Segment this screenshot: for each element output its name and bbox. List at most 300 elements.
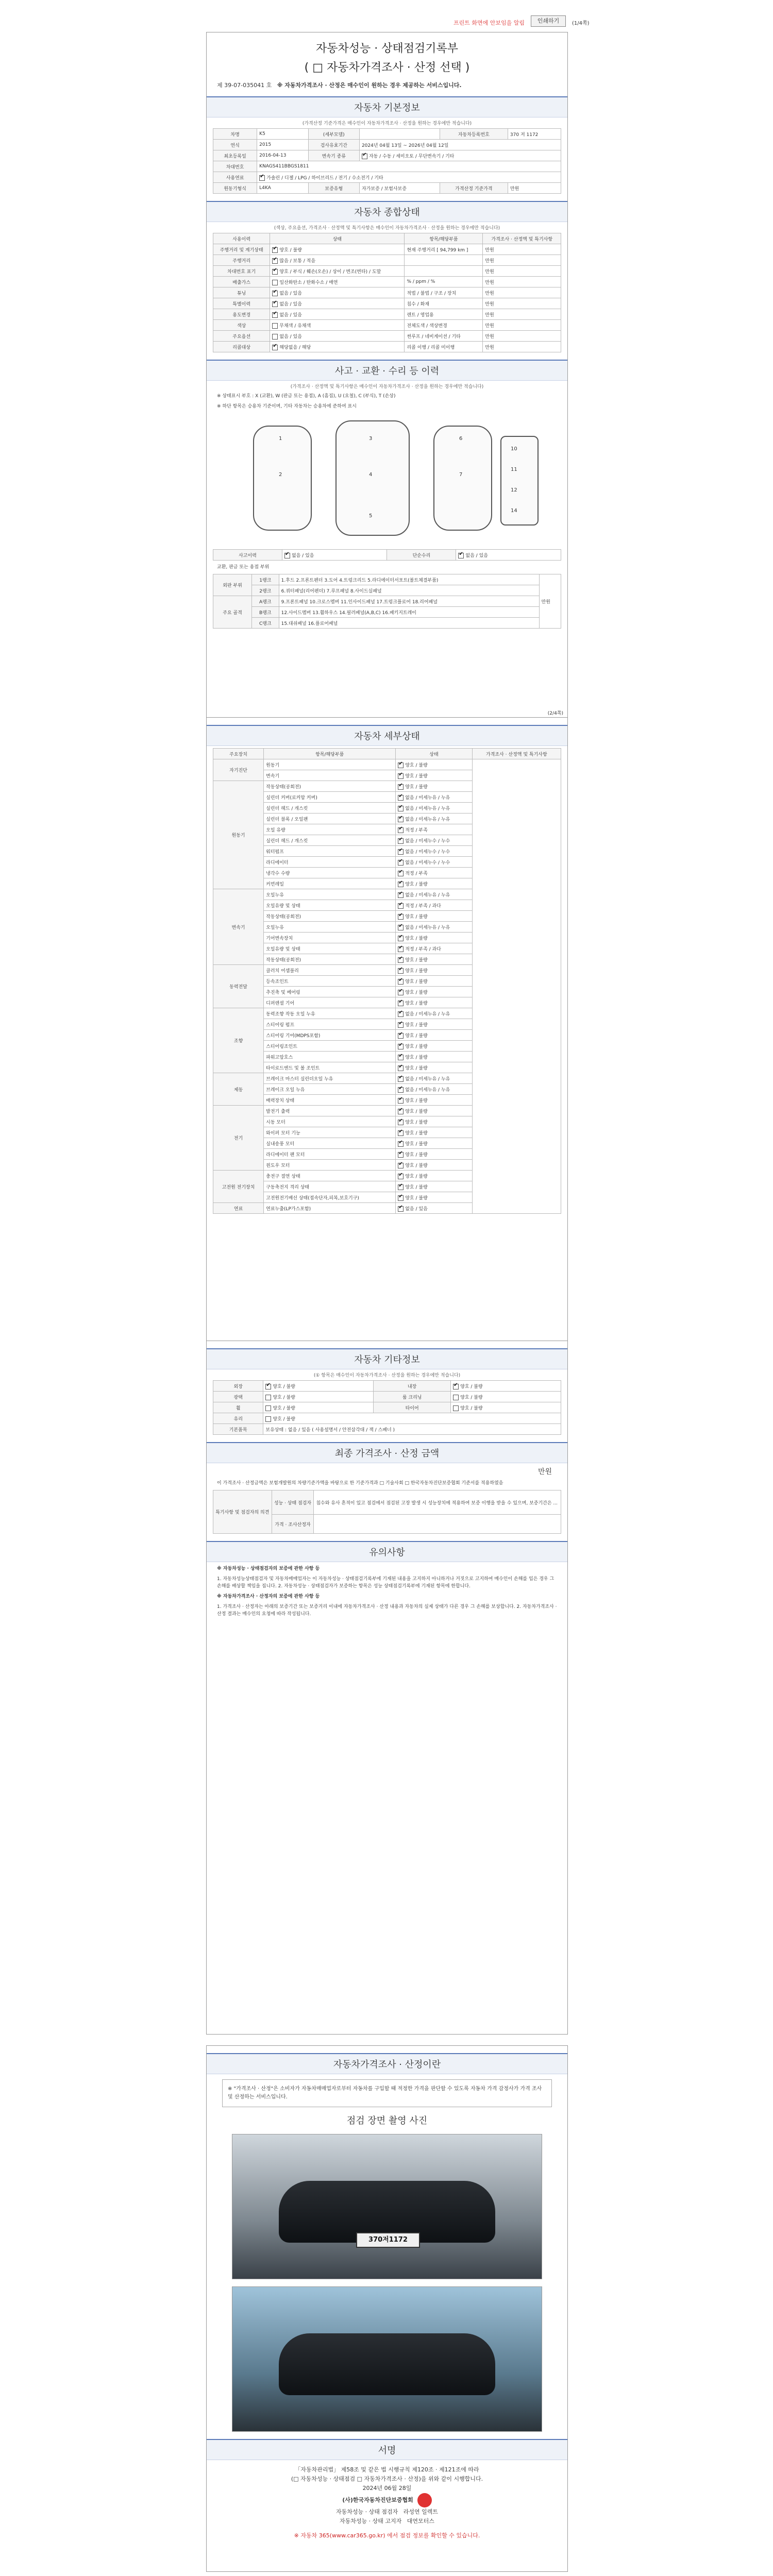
item-label: 충전구 절연 상태 [264,1171,396,1181]
item-state: ✔ 양호 / 불량 [396,781,473,792]
table-row [213,1413,561,1424]
checkbox-checked-icon [272,345,278,350]
label-vin: 차대번호 [213,161,257,172]
repair-label: 단순수리 [387,550,456,561]
checkbox-checked-icon [398,1109,404,1114]
checkbox-icon [265,1405,271,1411]
value-car-name: K5 [257,129,309,140]
table-row [213,277,561,287]
checkbox-checked-icon [398,1087,404,1093]
car-top-view [335,420,410,536]
basic-info-table [213,128,561,194]
col-header: 가격조사 · 산정액 및 특기사항 [472,749,561,759]
row-label: 주요옵션 [213,331,270,342]
checkbox-checked-icon [458,553,464,558]
checkbox-checked-icon [398,827,404,833]
parts-list: 15.대쉬패널 16.플로어패널 [279,618,539,629]
item-state: ✔ 양호 / 불량 [396,759,473,770]
checkbox-checked-icon [398,795,404,801]
caution-sub-1: ※ 자동차성능 · 상태점검자의 보증에 관한 사항 등 [217,1566,320,1571]
item-state: ✔ 적정 / 부족 [396,824,473,835]
checkbox-checked-icon [398,817,404,822]
label-car-name: 차명 [213,129,257,140]
row-label: 타이어 [374,1402,451,1413]
checkbox-checked-icon [398,914,404,920]
row-label: 주행거리 및 계기상태 [213,244,270,255]
row-label: 내장 [374,1381,451,1392]
row-state: ✔ 해당없음 / 해당 [270,342,405,352]
item-label: 스티어링 펌프 [264,1019,396,1030]
item-label: 작동상태(공회전) [264,781,396,792]
row-price: 만원 [483,342,561,352]
doc-no-value: 39-07-035041 [224,82,265,89]
row-detail: 현재 주행거리 [ 94,799 km ] [405,244,483,255]
table-row [213,140,561,150]
checkbox-checked-icon [398,784,404,790]
item-state: ✔ 양호 / 불량 [396,1138,473,1149]
page-indicator: (1/4쪽) [572,21,590,26]
checkbox-checked-icon [398,1065,404,1071]
accident-value: ✔ 없음 / 있음 [282,550,387,561]
caution-text-1: 1. 자동차성능상태점검자 및 자동차매매업자는 이 자동차성능 · 상태점검기록부에 기재된 내용을 고지하지 아니하거나 거짓으로 고지하여 매수인이 손해를 입은 경우 그 손해를 배상할 책임을 집니다. 2. 자동차성능 · 상태점검자가 보증하는 항목은 성능 상태점검기록부에 기재된 항목에 한합니다. [217,1577,554,1589]
signature-org: (사)한국자동차진단보증협회 [342,2497,413,2503]
rank-label: C랭크 [252,618,279,629]
table-row [213,287,561,298]
table-row [213,1402,561,1413]
item-state: ✔ 양호 / 불량 [396,1181,473,1192]
table-row [213,172,561,183]
table-row [213,309,561,320]
item-label: 워터펌프 [264,846,396,857]
value-year: 2015 [257,140,309,150]
checkbox-checked-icon [272,312,278,318]
item-state: ✔ 양호 / 불량 [396,954,473,965]
checkbox-checked-icon [398,1001,404,1006]
row-value: ✔ 양호 / 불량 [451,1381,561,1392]
item-label: 커먼레일 [264,878,396,889]
table-row [213,244,561,255]
part-label: 2 [279,472,282,478]
opinion-label: 특기사항 및 점검자의 의견 [213,1490,272,1534]
table-row [213,596,561,607]
table-row [213,1490,561,1515]
row-label: 광택 [213,1392,263,1402]
checkbox-checked-icon [398,882,404,887]
table-row [213,266,561,277]
checkbox-checked-icon [453,1384,459,1389]
value-warranty: 자가보증 / 보험사보증 [359,183,440,194]
signature-date: 2024년 06월 28일 [362,2485,412,2492]
item-label: 배력장치 상태 [264,1095,396,1106]
item-price [472,759,561,1214]
checkbox-checked-icon [284,553,290,558]
checkbox-checked-icon [398,1022,404,1028]
sheet-page-2 [206,711,568,1378]
label-fuel: 사용연료 [213,172,257,183]
row-state: 무채색 / 유채색 [270,320,405,331]
checkbox-checked-icon [398,1120,404,1125]
checkbox-checked-icon [272,291,278,296]
group-label: 동력전달 [213,965,264,1008]
row-price: 만원 [483,255,561,266]
part-label: 1 [279,436,282,442]
item-label: 냉각수 수량 [264,868,396,878]
label-first-reg: 최초등록일 [213,150,257,161]
label-warranty: 보증유형 [308,183,359,194]
checkbox-checked-icon [398,946,404,952]
doc-notice: ※ 자동차가격조사 · 산정은 매수인이 원하는 경우 제공하는 서비스입니다. [277,82,462,89]
table-row [213,255,561,266]
col-header: 사용이력 [213,233,270,244]
item-state: ✔ 양호 / 불량 [396,1106,473,1116]
checkbox-checked-icon [398,1152,404,1158]
checkbox-checked-icon [398,773,404,779]
checkbox-checked-icon [272,269,278,275]
sheet-page-4 [206,2045,568,2572]
plate-text: 370저1172 [356,2232,420,2248]
sheet-page-1 [206,32,568,718]
inspection-photo-rear [232,2286,542,2432]
car-frame [500,436,539,526]
item-state: ✔ 양호 / 불량 [396,1041,473,1052]
print-notice: 프린트 화면에 안보임을 알림 [453,20,525,26]
table-row [213,585,561,596]
sheet-page-3 [206,1341,568,2035]
item-state: ✔ 양호 / 불량 [396,1062,473,1073]
group-label: 제동 [213,1073,264,1106]
caution-title: 유의사항 [207,1541,567,1562]
row-label: 특별이력 [213,298,270,309]
checkbox-checked-icon [398,806,404,811]
part-label: 10 [511,446,517,452]
item-state: ✔ 양호 / 불량 [396,1127,473,1138]
table-row [213,129,561,140]
table-row [213,298,561,309]
row-state: ✔ 양호 / 부식 / 훼손(오손) / 상이 / 변조(변타) / 도말 [270,266,405,277]
row-detail: 리콜 이행 / 리콜 미이행 [405,342,483,352]
info-text: ※ "가격조사 · 산정"은 소비자가 자동차매매업자로부터 자동차를 구입할 때 적정한 가격을 판단할 수 있도록 자동차 가격 감정사가 가격 조사 및 산정하는 서비스입니다. [222,2079,552,2107]
item-label: 구동축전지 격리 상태 [264,1181,396,1192]
label-year: 연식 [213,140,257,150]
item-state: ✔ 양호 / 불량 [396,1149,473,1160]
item-label: 실린더 커버(로커암 커버) [264,792,396,803]
checkbox-checked-icon [398,957,404,963]
checkbox-checked-icon [259,175,265,181]
item-state: ✔ 양호 / 불량 [396,1019,473,1030]
item-label: 스티어링조인트 [264,1041,396,1052]
col-header: 항목/해당부품 [264,749,396,759]
part-label: 12 [511,487,517,493]
opinion-table [213,1490,561,1534]
checkbox-checked-icon [265,1384,271,1389]
row-label: 리콜대상 [213,342,270,352]
table-row [213,1392,561,1402]
rank-label: 1랭크 [252,574,279,585]
row-price: 만원 [483,266,561,277]
row-label: 외장 [213,1381,263,1392]
table-row [213,550,561,561]
row-value: 양호 / 불량 [451,1392,561,1402]
page-number: (2/4쪽) [547,711,563,716]
parts-list: 6.쿼터패널(리어펜더) 7.루프패널 8.사이드실패널 [279,585,539,596]
checkbox-checked-icon [398,1055,404,1060]
item-label: 원동기 [264,759,396,770]
item-state: ✔ 적정 / 부족 / 과다 [396,943,473,954]
accident-label: 사고이력 [213,550,282,561]
item-state: ✔ 양호 / 불량 [396,1160,473,1171]
checkbox-checked-icon [272,301,278,307]
item-label: 라디에이터 팬 모터 [264,1149,396,1160]
table-row [213,161,561,172]
item-label: 오일유량 및 상태 [264,943,396,954]
checker-label: 자동차성능 · 상태 점검자 [335,2509,398,2515]
print-button[interactable]: 인쇄하기 [531,15,566,27]
accident-legend: ※ 상태표시 부호 : X (교환), W (판금 또는 용접), A (흠집), U (요철), C (부식), T (손상) [217,394,396,399]
item-label: 디퍼렌셜 기어 [264,997,396,1008]
table-row [213,618,561,629]
checkbox-icon [453,1405,459,1411]
checkbox-checked-icon [398,1076,404,1082]
item-label: 라디에이터 [264,857,396,868]
item-label: 등속조인트 [264,976,396,987]
final-title: 최종 가격조사 · 산정 금액 [207,1442,567,1463]
checkbox-checked-icon [362,154,367,159]
repair-value: ✔ 없음 / 있음 [456,550,561,561]
table-row [213,342,561,352]
item-label: 실린더 헤드 / 개스킷 [264,835,396,846]
outer-label: 외판 부위 [213,574,252,596]
value-first-reg: 2016-04-13 [257,150,309,161]
checkbox-checked-icon [272,258,278,264]
group-label: 조향 [213,1008,264,1073]
col-header: 가격조사 · 산정액 및 특기사항 [483,233,561,244]
top-toolbar [0,0,773,26]
row-price: 만원 [483,309,561,320]
item-label: 브레이크 마스터 실린더오일 누유 [264,1073,396,1084]
checkbox-icon [265,1395,271,1400]
doc-subtitle: ( □ 자동차가격조사 · 산정 선택 ) [304,61,470,74]
item-state: ✔ 양호 / 불량 [396,1192,473,1203]
checkbox-checked-icon [398,1098,404,1104]
checkbox-checked-icon [398,1044,404,1049]
signature-law: 「자동차관리법」 제58조 및 같은 법 시행규칙 제120조 · 제121조에 따라 [295,2466,479,2473]
basic-info-title: 자동차 기본정보 [207,96,567,117]
signature-footer: ※ 자동차 365(www.car365.go.kr) 에서 점검 정보를 확인할 수 있습니다. [294,2532,480,2539]
item-label: 실린더 블록 / 오일팬 [264,814,396,824]
col-header: 상태 [270,233,405,244]
row-value: ✔ 양호 / 불량 [263,1381,374,1392]
opinion-role: 성능 · 상태 점검자 [272,1490,314,1515]
table-header-row [213,233,561,244]
accident-history-table [213,549,561,561]
item-label: 오일누유 [264,889,396,900]
part-label: 5 [369,513,373,519]
item-state: ✔ 없음 / 미세누유 / 누유 [396,1084,473,1095]
part-label: 4 [369,472,373,478]
item-label: 실린더 헤드 / 개스킷 [264,803,396,814]
parts-list: 9.프론트패널 10.크로스멤버 11.인사이드패널 17.트렁크플로어 18.리어패널 [279,596,539,607]
checkbox-checked-icon [398,1206,404,1212]
car-side-right [433,426,492,531]
doc-no-label: 제 [217,82,223,89]
checkbox-checked-icon [398,903,404,909]
checkbox-checked-icon [398,1011,404,1017]
item-state: ✔ 없음 / 미세누수 / 누수 [396,835,473,846]
table-row [213,574,561,585]
col-header: 상태 [396,749,473,759]
row-value: 양호 / 불량 [263,1392,374,1402]
table-row [213,1381,561,1392]
item-state: ✔ 없음 / 미세누유 / 누유 [396,1008,473,1019]
item-state: ✔ 양호 / 불량 [396,965,473,976]
checkbox-checked-icon [398,1195,404,1201]
checkbox-checked-icon [398,1174,404,1179]
item-label: 고전원전기배선 상태(접속단자,피복,보호기구) [264,1192,396,1203]
row-label: 룸 크리닝 [374,1392,451,1402]
item-label: 변속기 [264,770,396,781]
doc-number-line [217,81,567,89]
item-label: 와이퍼 모터 기능 [264,1127,396,1138]
checkbox-checked-icon [398,979,404,985]
col-header: 항목/해당부품 [405,233,483,244]
info-title: 자동차가격조사 · 산정이란 [207,2053,567,2074]
item-state: ✔ 없음 / 있음 [396,1203,473,1214]
table-row [213,331,561,342]
checkbox-checked-icon [398,871,404,876]
part-label: 3 [369,436,373,442]
checkbox-icon [272,323,278,329]
item-state: ✔ 양호 / 불량 [396,987,473,997]
row-price: 만원 [483,320,561,331]
checkbox-icon [272,280,278,285]
group-label: 자기진단 [213,759,264,781]
parts-list: 12.사이드멤버 13.휠하우스 14.필러패널(A,B,C) 16.패키지트레이 [279,607,539,618]
group-label: 고전원 전기장치 [213,1171,264,1203]
caution-text-2: 1. 가격조사 · 산정자는 아래의 보증기간 또는 보증거리 이내에 자동차가격조사 · 산정 내용과 자동차의 실제 상태가 다른 경우 그 손해를 보상합니다. 2. 자동차가격조사 · 산정 결과는 매수인의 요청에 따라 작성됩니다. [217,1604,557,1617]
detail-table [213,748,561,1214]
opinion-text: 침수와 유사 흔적이 있고 점검에서 점검된 고장 발생 시 성능장치에 적용하여 보증 이행을 받을 수 있으며, 보증기간은 ... [314,1490,561,1515]
item-state: ✔ 양호 / 불량 [396,1095,473,1106]
table-row [213,183,561,194]
value-model [359,129,440,140]
signature-block [207,2465,567,2540]
value-inspection-period: 2024년 04월 13일 ~ 2026년 04월 12일 [359,140,561,150]
row-detail: 렌트 / 영업용 [405,309,483,320]
item-state: ✔ 없음 / 미세누유 / 누유 [396,889,473,900]
item-state: ✔ 없음 / 미세누유 / 누유 [396,922,473,933]
item-state: ✔ 적정 / 부족 [396,868,473,878]
table-row [213,320,561,331]
group-label: 변속기 [213,889,264,965]
checkbox-checked-icon [398,1163,404,1168]
checkbox-checked-icon [398,849,404,855]
group-label: 연료 [213,1203,264,1214]
item-label: 윈도우 모터 [264,1160,396,1171]
doc-no-suffix: 호 [266,82,272,89]
row-label: 용도변경 [213,309,270,320]
row-detail: 전체도색 / 색상변경 [405,320,483,331]
checkbox-checked-icon [398,1141,404,1147]
caution-sub-2: ※ 자동차가격조사 · 산정자의 보증에 관한 사항 등 [217,1594,320,1599]
row-state: ✔ 양호 / 불량 [270,244,405,255]
item-label: 스티어링 기어(MDPS포함) [264,1030,396,1041]
checkbox-checked-icon [398,860,404,866]
value-fuel: ✔ 가솔린 / 디젤 / LPG / 하이브리드 / 전기 / 수소전기 / 기타 [257,172,561,183]
row-state: 일산화탄소 / 탄화수소 / 매연 [270,277,405,287]
item-state: ✔ 양호 / 불량 [396,1116,473,1127]
photo-title: 점검 장면 촬영 사진 [346,2115,428,2126]
row-detail [405,255,483,266]
row-state: 없음 / 있음 [270,331,405,342]
car-diagram [232,415,542,544]
seal-stamp-icon [417,2493,432,2507]
item-state: ✔ 양호 / 불량 [396,770,473,781]
other-title: 자동차 기타정보 [207,1348,567,1369]
item-label: 기어변속장치 [264,933,396,943]
row-price: 만원 [483,244,561,255]
opinion-text [314,1515,561,1534]
inspection-photo-front [232,2134,542,2279]
item-label: 연료누출(LP가스포함) [264,1203,396,1214]
row-state: ✔ 없음 / 있음 [270,287,405,298]
item-state: ✔ 양호 / 불량 [396,878,473,889]
row-label: 배출가스 [213,277,270,287]
group-label: 전기 [213,1106,264,1171]
rank-label: A랭크 [252,596,279,607]
table-header-row [213,749,561,759]
item-state: ✔ 없음 / 미세누유 / 누유 [396,1073,473,1084]
table-row [213,607,561,618]
rank-label: 2랭크 [252,585,279,596]
rank-label: B랭크 [252,607,279,618]
signature-law-2: (□ 자동차성능 · 상태점검 □ 자동차가격조사 · 산정)을 위와 같이 시행합니다. [291,2476,483,2482]
car-side-left [253,426,312,531]
summary-title: 자동차 종합상태 [207,201,567,222]
parts-price: 만원 [539,574,561,629]
table-row [213,759,561,770]
part-label: 11 [511,467,517,472]
label-model: (세부모델) [308,129,359,140]
item-state: ✔ 없음 / 미세누수 / 누수 [396,857,473,868]
item-label: 발전기 출력 [264,1106,396,1116]
accident-legend-2: ※ 하단 항목은 승용차 기준이며, 기타 자동차는 승용차에 준하여 표시 [217,404,357,409]
final-value: 만원 [537,1468,552,1476]
row-price: 만원 [483,298,561,309]
parts-sub-header: 교환, 판금 또는 용접 부위 [217,565,270,570]
value-plate: 370 저 1172 [508,129,561,140]
detail-title: 자동차 세부상태 [207,725,567,746]
label-inspection-period: 검사유효기간 [308,140,359,150]
item-label: 타이로드엔드 및 볼 조인트 [264,1062,396,1073]
value-engine: L4KA [257,183,309,194]
row-value: 보유상태 : 없음 / 있음 ( 사용설명서 / 안전삼각대 / 잭 / 스패너 ) [263,1424,561,1435]
col-header: 주요장치 [213,749,264,759]
row-state: ✔ 없음 / 있음 [270,309,405,320]
other-table [213,1380,561,1435]
row-price: 만원 [483,331,561,342]
row-label: 튜닝 [213,287,270,298]
item-state: ✔ 없음 / 미세누유 / 누유 [396,814,473,824]
checkbox-checked-icon [398,968,404,974]
checkbox-checked-icon [398,990,404,995]
part-label: 14 [511,508,517,514]
row-price: 만원 [483,287,561,298]
row-value: 양호 / 불량 [263,1402,374,1413]
value-transmission: ✔ 자동 / 수동 / 세미오토 / 무단변속기 / 기타 [359,150,561,161]
row-detail: 썬루프 / 네비게이션 / 기타 [405,331,483,342]
signature-title: 서명 [207,2439,567,2460]
item-label: 실내송풍 모터 [264,1138,396,1149]
